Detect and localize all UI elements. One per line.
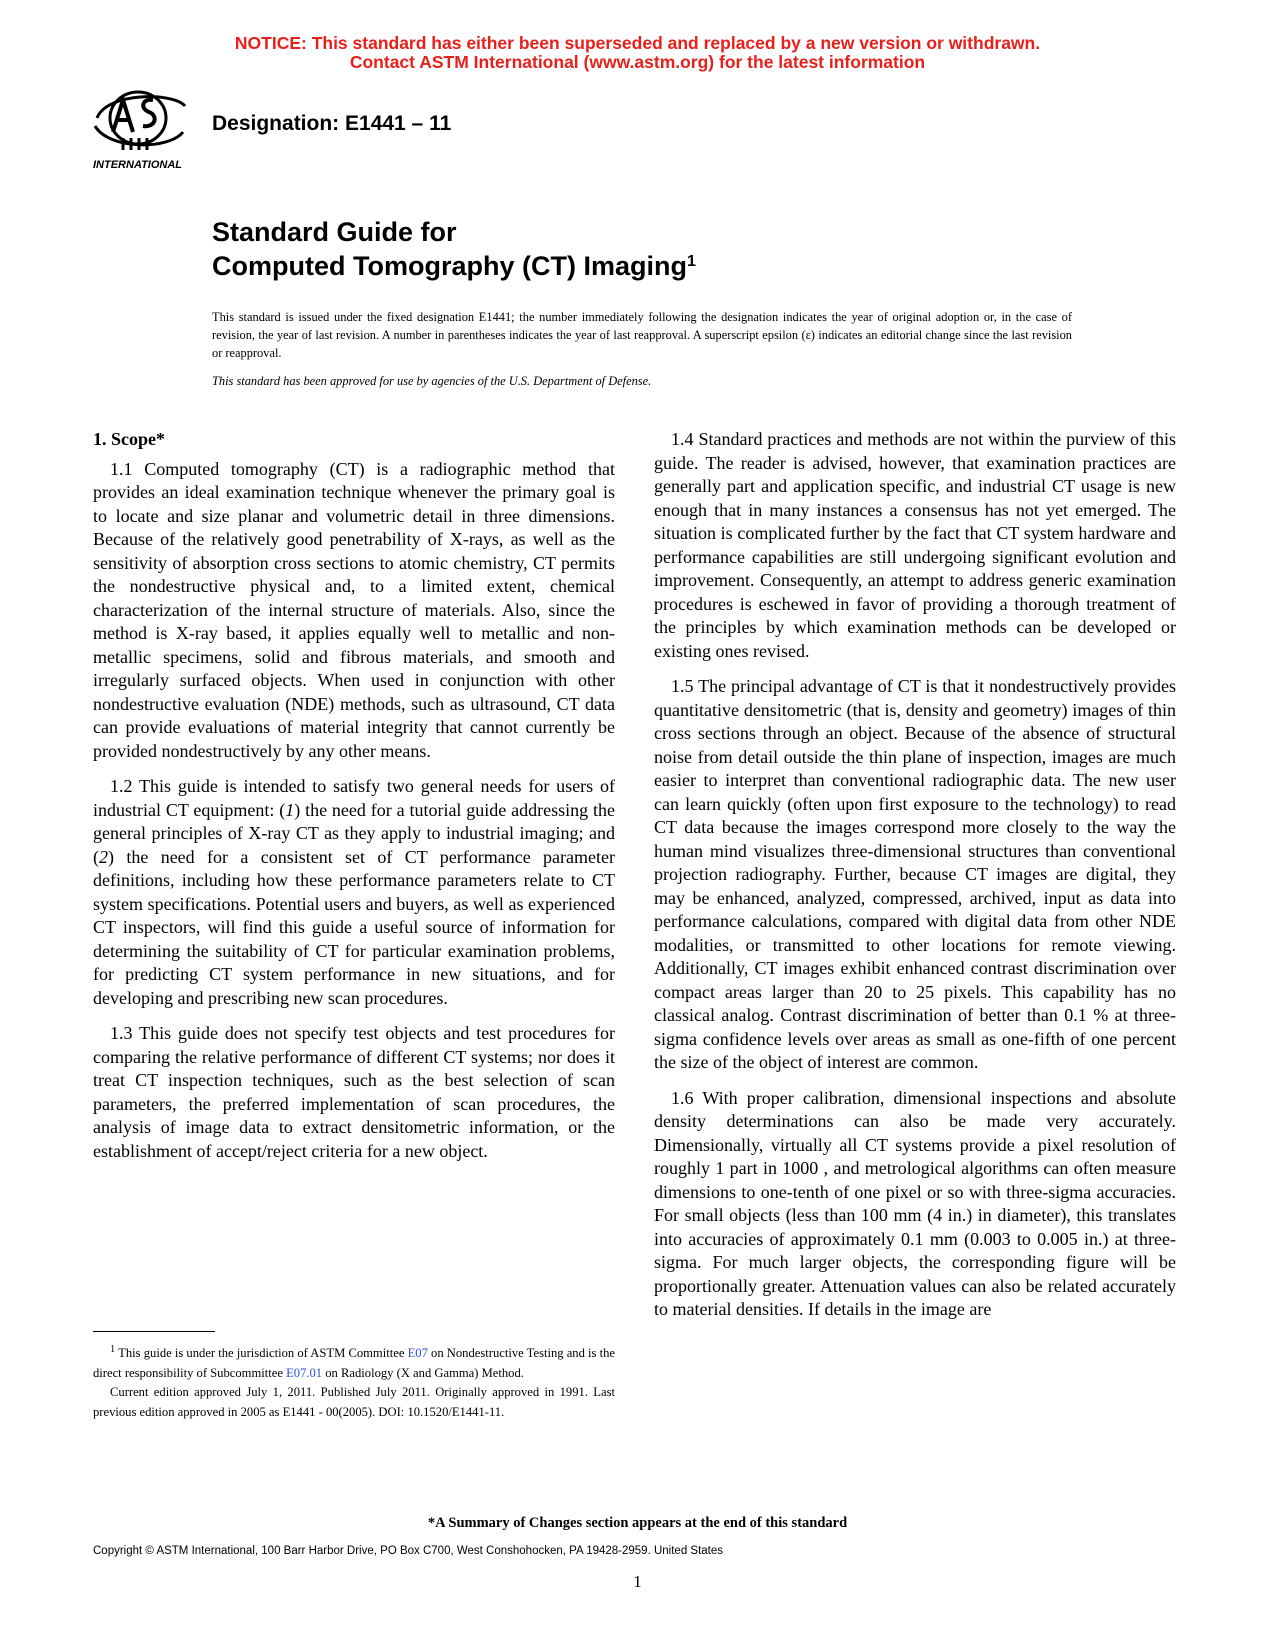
title-line-1: Standard Guide for — [212, 217, 457, 247]
footnote-1-text-a: This guide is under the jurisdiction of ASTM Committee — [115, 1346, 408, 1361]
title-footnote-mark: 1 — [686, 253, 696, 270]
issuance-note: This standard is issued under the fixed designation E1441; the number immediately following the designation indicates the year of original adoption or, in the case of revision, the year of last revision. A number in parentheses indicates the year of last reapproval. A superscript epsilon (ε) indicates an editorial change since the last revision or reapproval. — [212, 310, 1072, 360]
footnote-1-mark: 1 — [110, 1344, 116, 1355]
subcommittee-e07-01-link[interactable]: E07.01 — [286, 1365, 323, 1380]
withdrawal-notice — [0, 34, 1275, 72]
footnote-1-text-b: on Nondestructive Testing and is the direct responsibility of Subcommittee — [93, 1346, 616, 1380]
paragraph-1-1: 1.1 Computed tomography (CT) is a radiographic method that provides an ideal examination technique whenever the primary goal is to locate and size planar and volumetric detail in three dimensions. Because of the relatively good penetrability of X-rays, as well as the sensitivity of absorption cross sections to atomic chemistry, CT permits the nondestructive physical and, to a limited extent, chemical characterization of the internal structure of materials. Also, since the method is X-ray based, it applies equally well to metallic and non-metallic specimens, solid and fibrous materials, and smooth and irregularly surfaced objects. When used in conjunction with other nondestructive evaluation (NDE) methods, such as ultrasound, CT data can provide evaluations of material integrity that cannot currently be provided nondestructively by any other means. — [93, 458, 615, 761]
paragraph-1-5: 1.5 The principal advantage of CT is that it nondestructively provides quantitative densitometric (that is, density and geometry) images of thin cross sections through an object. Because of the absence of structural noise from detail outside the thin plane of inspection, images are much easier to interpret than conventional radiographic data. The new user can learn quickly (often upon first exposure to the technology) to read CT data because the images correspond more closely to the way the human mind visualizes three-dimensional structures than conventional projection radiography. Further, because CT images are digital, they may be enhanced, analyzed, compressed, archived, input as data into performance calculations, compared with digital data from other NDE modalities, or transmitted to other locations for remote viewing. Additionally, CT images exhibit enhanced contrast discrimination over compact areas larger than 20 to 25 pixels. This capability has no classical analog. Contrast discrimination of better than 0.1 % at three-sigma confidence levels over areas as small as one-fifth of one percent the size of the object of interest are common. — [654, 676, 1176, 1072]
title-line-2-text: Computed Tomography (CT) Imaging — [212, 251, 687, 281]
footnote-1 — [93, 1340, 615, 1383]
footnotes — [93, 1340, 615, 1422]
paragraph-1-2-part-c: ) the need for a consistent set of CT performance parameter definitions, including how these performance parameters relate to CT system specifications. Potential users and buyers, as well as experienced CT inspectors, will find this guide a useful source of information for determining the suitability of CT for particular examination problems, for predicting CT system performance in new situations, and for developing and prescribing new scan procedures. — [93, 846, 615, 1008]
dod-approval-note: This standard has been approved for use by agencies of the U.S. Department of Defense. — [212, 374, 652, 388]
paragraph-1-3: 1.3 This guide does not specify test objects and test procedures for comparing the relative performance of different CT systems; nor does it treat CT inspection techniques, such as the best selection of scan parameters, the preferred implementation of scan procedures, the analysis of image data to extract densitometric information, or the establishment of accept/reject criteria for a new object. — [93, 1023, 615, 1161]
right-column — [654, 428, 1176, 1334]
paragraph-1-2-num-1: 1 — [285, 799, 295, 820]
page-title — [212, 215, 696, 283]
paragraph-1-2 — [93, 775, 615, 1010]
page-number: 1 — [633, 1572, 642, 1591]
title-line-2 — [212, 249, 696, 283]
astm-logo-icon — [93, 88, 203, 178]
left-column — [93, 428, 615, 1175]
paragraph-1-2-part-a: 1.2 This guide is intended to satisfy two general needs for users of industrial CT equipment: ( — [93, 776, 615, 820]
summary-of-changes-note: *A Summary of Changes section appears at the end of this standard — [427, 1515, 848, 1531]
paragraph-1-2-num-2: 2 — [99, 846, 108, 867]
designation: Designation: E1441 – 11 — [212, 112, 452, 135]
paragraph-1-6: 1.6 With proper calibration, dimensional inspections and absolute density determinations can also be made very accurately. Dimensionally, virtually all CT systems provide a pixel resolution of roughly 1 part in 1000 , and metrological algorithms can often measure dimensions to one-tenth of one pixel or so with three-sigma accuracies. For small objects (less than 100 mm (4 in.) in diameter), this translates into accuracies of approximately 0.1 mm (0.003 to 0.005 in.) at three-sigma. For much larger objects, the corresponding figure will be proportionally greater. Attenuation values can also be related accurately to material densities. If details in the image are — [654, 1087, 1176, 1319]
notice-line-2: Contact ASTM International (www.astm.org) for the latest information — [349, 52, 926, 72]
footnote-divider — [93, 1331, 215, 1332]
copyright-line: Copyright © ASTM International, 100 Barr Harbor Drive, PO Box C700, West Conshohocken, PA 19428-2959. United States — [93, 1545, 724, 1557]
paragraph-1-4: 1.4 Standard practices and methods are not within the purview of this guide. The reader is advised, however, that examination practices are generally part and application specific, and industrial CT usage is new enough that in many instances a consensus has not yet emerged. The situation is complicated further by the fact that CT system hardware and performance capabilities are still undergoing significant evolution and improvement. Consequently, an attempt to address generic examination procedures is eschewed in favor of providing a thorough treatment of the principles by which examination methods can be developed or existing ones revised. — [654, 429, 1176, 661]
logo-caption: INTERNATIONAL — [93, 159, 183, 171]
footnote-1-text-c: on Radiology (X and Gamma) Method. — [322, 1365, 524, 1380]
astm-logo — [93, 88, 203, 178]
footnote-edition: Current edition approved July 1, 2011. Published July 2011. Originally approved in 1991. Last previous edition approved in 2005 as E1441 - 00(2005). DOI: 10.1520/E1441-11. — [93, 1385, 615, 1419]
notice-line-1: NOTICE: This standard has either been superseded and replaced by a new version or withdrawn. — [234, 33, 1041, 53]
committee-e07-link[interactable]: E07 — [407, 1346, 428, 1361]
section-heading-scope: 1. Scope* — [93, 429, 165, 449]
paragraph-1-2-part-b: ) the need for a tutorial guide addressing the general principles of X-ray CT as they apply to industrial imaging; and ( — [93, 799, 615, 867]
